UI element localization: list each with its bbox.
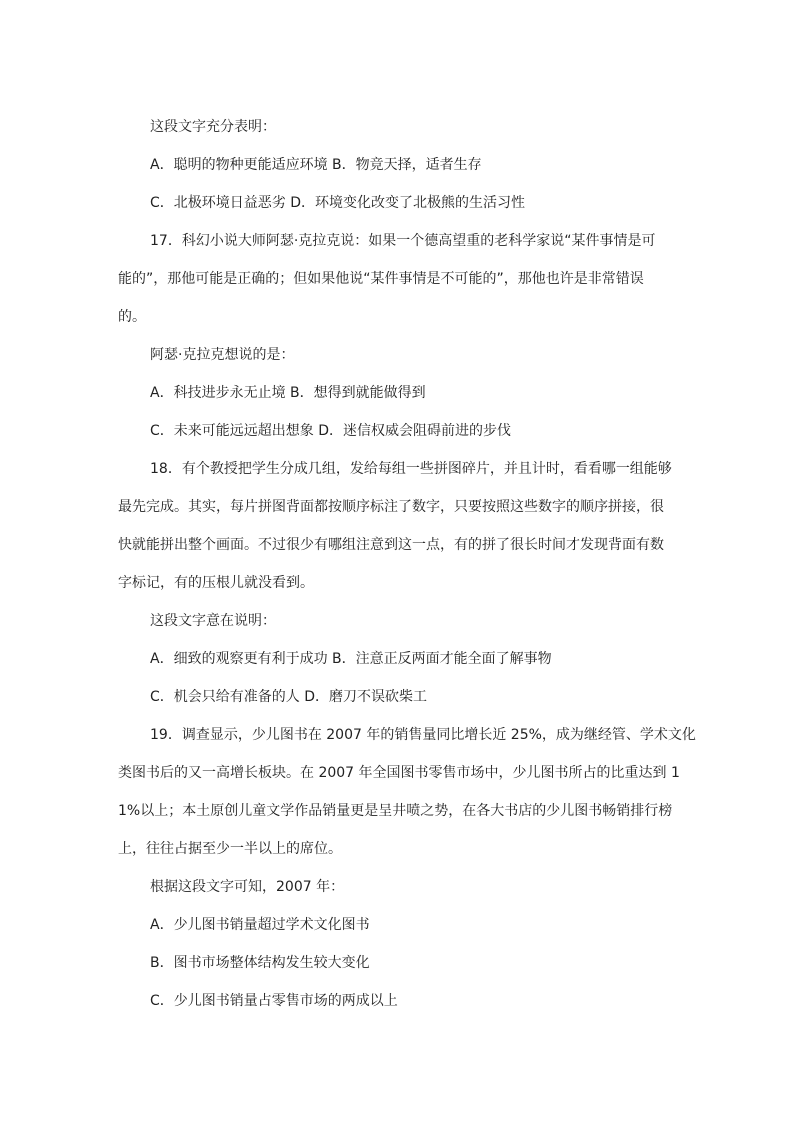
text-line: B．图书市场整体结构发生较大变化 (150, 955, 370, 971)
text-line: A．细致的观察更有利于成功 B．注意正反两面才能全面了解事物 (150, 651, 552, 667)
text-line: 字标记，有的压根儿就没看到。 (118, 575, 314, 591)
text-line: C．机会只给有准备的人 D．磨刀不误砍柴工 (150, 689, 428, 705)
text-line: 这段文字充分表明： (150, 119, 276, 135)
text-line: 快就能拼出整个画面。不过很少有哪组注意到这一点，有的拼了很长时间才发现背面有数 (118, 537, 664, 553)
text-line: 这段文字意在说明： (150, 613, 276, 629)
text-line: 上，往往占据至少一半以上的席位。 (118, 841, 342, 857)
text-line: 18．有个教授把学生分成几组，发给每组一些拼图碎片，并且计时，看看哪一组能够 (150, 461, 672, 477)
text-line: A．科技进步永无止境 B．想得到就能做得到 (150, 385, 426, 401)
text-line: 19．调查显示，少儿图书在 2007 年的销售量同比增长近 25%，成为继经管、学术文化 (150, 727, 696, 743)
text-line: A．少儿图书销量超过学术文化图书 (150, 917, 370, 933)
text-line: 能的”，那他可能是正确的；但如果他说“某件事情是不可能的”，那他也许是非常错误 (118, 271, 644, 287)
text-line: A．聪明的物种更能适应环境 B．物竞天择，适者生存 (150, 157, 482, 173)
text-line: 最先完成。其实，每片拼图背面都按顺序标注了数字，只要按照这些数字的顺序拼接，很 (118, 499, 664, 515)
text-line: 17．科幻小说大师阿瑟·克拉克说：如果一个德高望重的老科学家说“某件事情是可 (150, 233, 656, 249)
text-line: 根据这段文字可知，2007 年： (150, 879, 345, 895)
text-line: C．少儿图书销量占零售市场的两成以上 (150, 993, 398, 1009)
text-line: 类图书后的又一高增长板块。在 2007 年全国图书零售市场中，少儿图书所占的比重达到 1 (118, 765, 680, 781)
text-line: 1%以上；本土原创儿童文学作品销量更是呈井喷之势，在各大书店的少儿图书畅销排行榜 (118, 803, 673, 819)
text-line: C．未来可能远远超出想象 D．迷信权威会阻碍前进的步伐 (150, 423, 512, 439)
document-page (118, 117, 696, 1029)
text-line: C．北极环境日益恶劣 D．环境变化改变了北极熊的生活习性 (150, 195, 526, 211)
text-line: 阿瑟·克拉克想说的是： (150, 347, 295, 363)
text-line: 的。 (118, 309, 146, 325)
